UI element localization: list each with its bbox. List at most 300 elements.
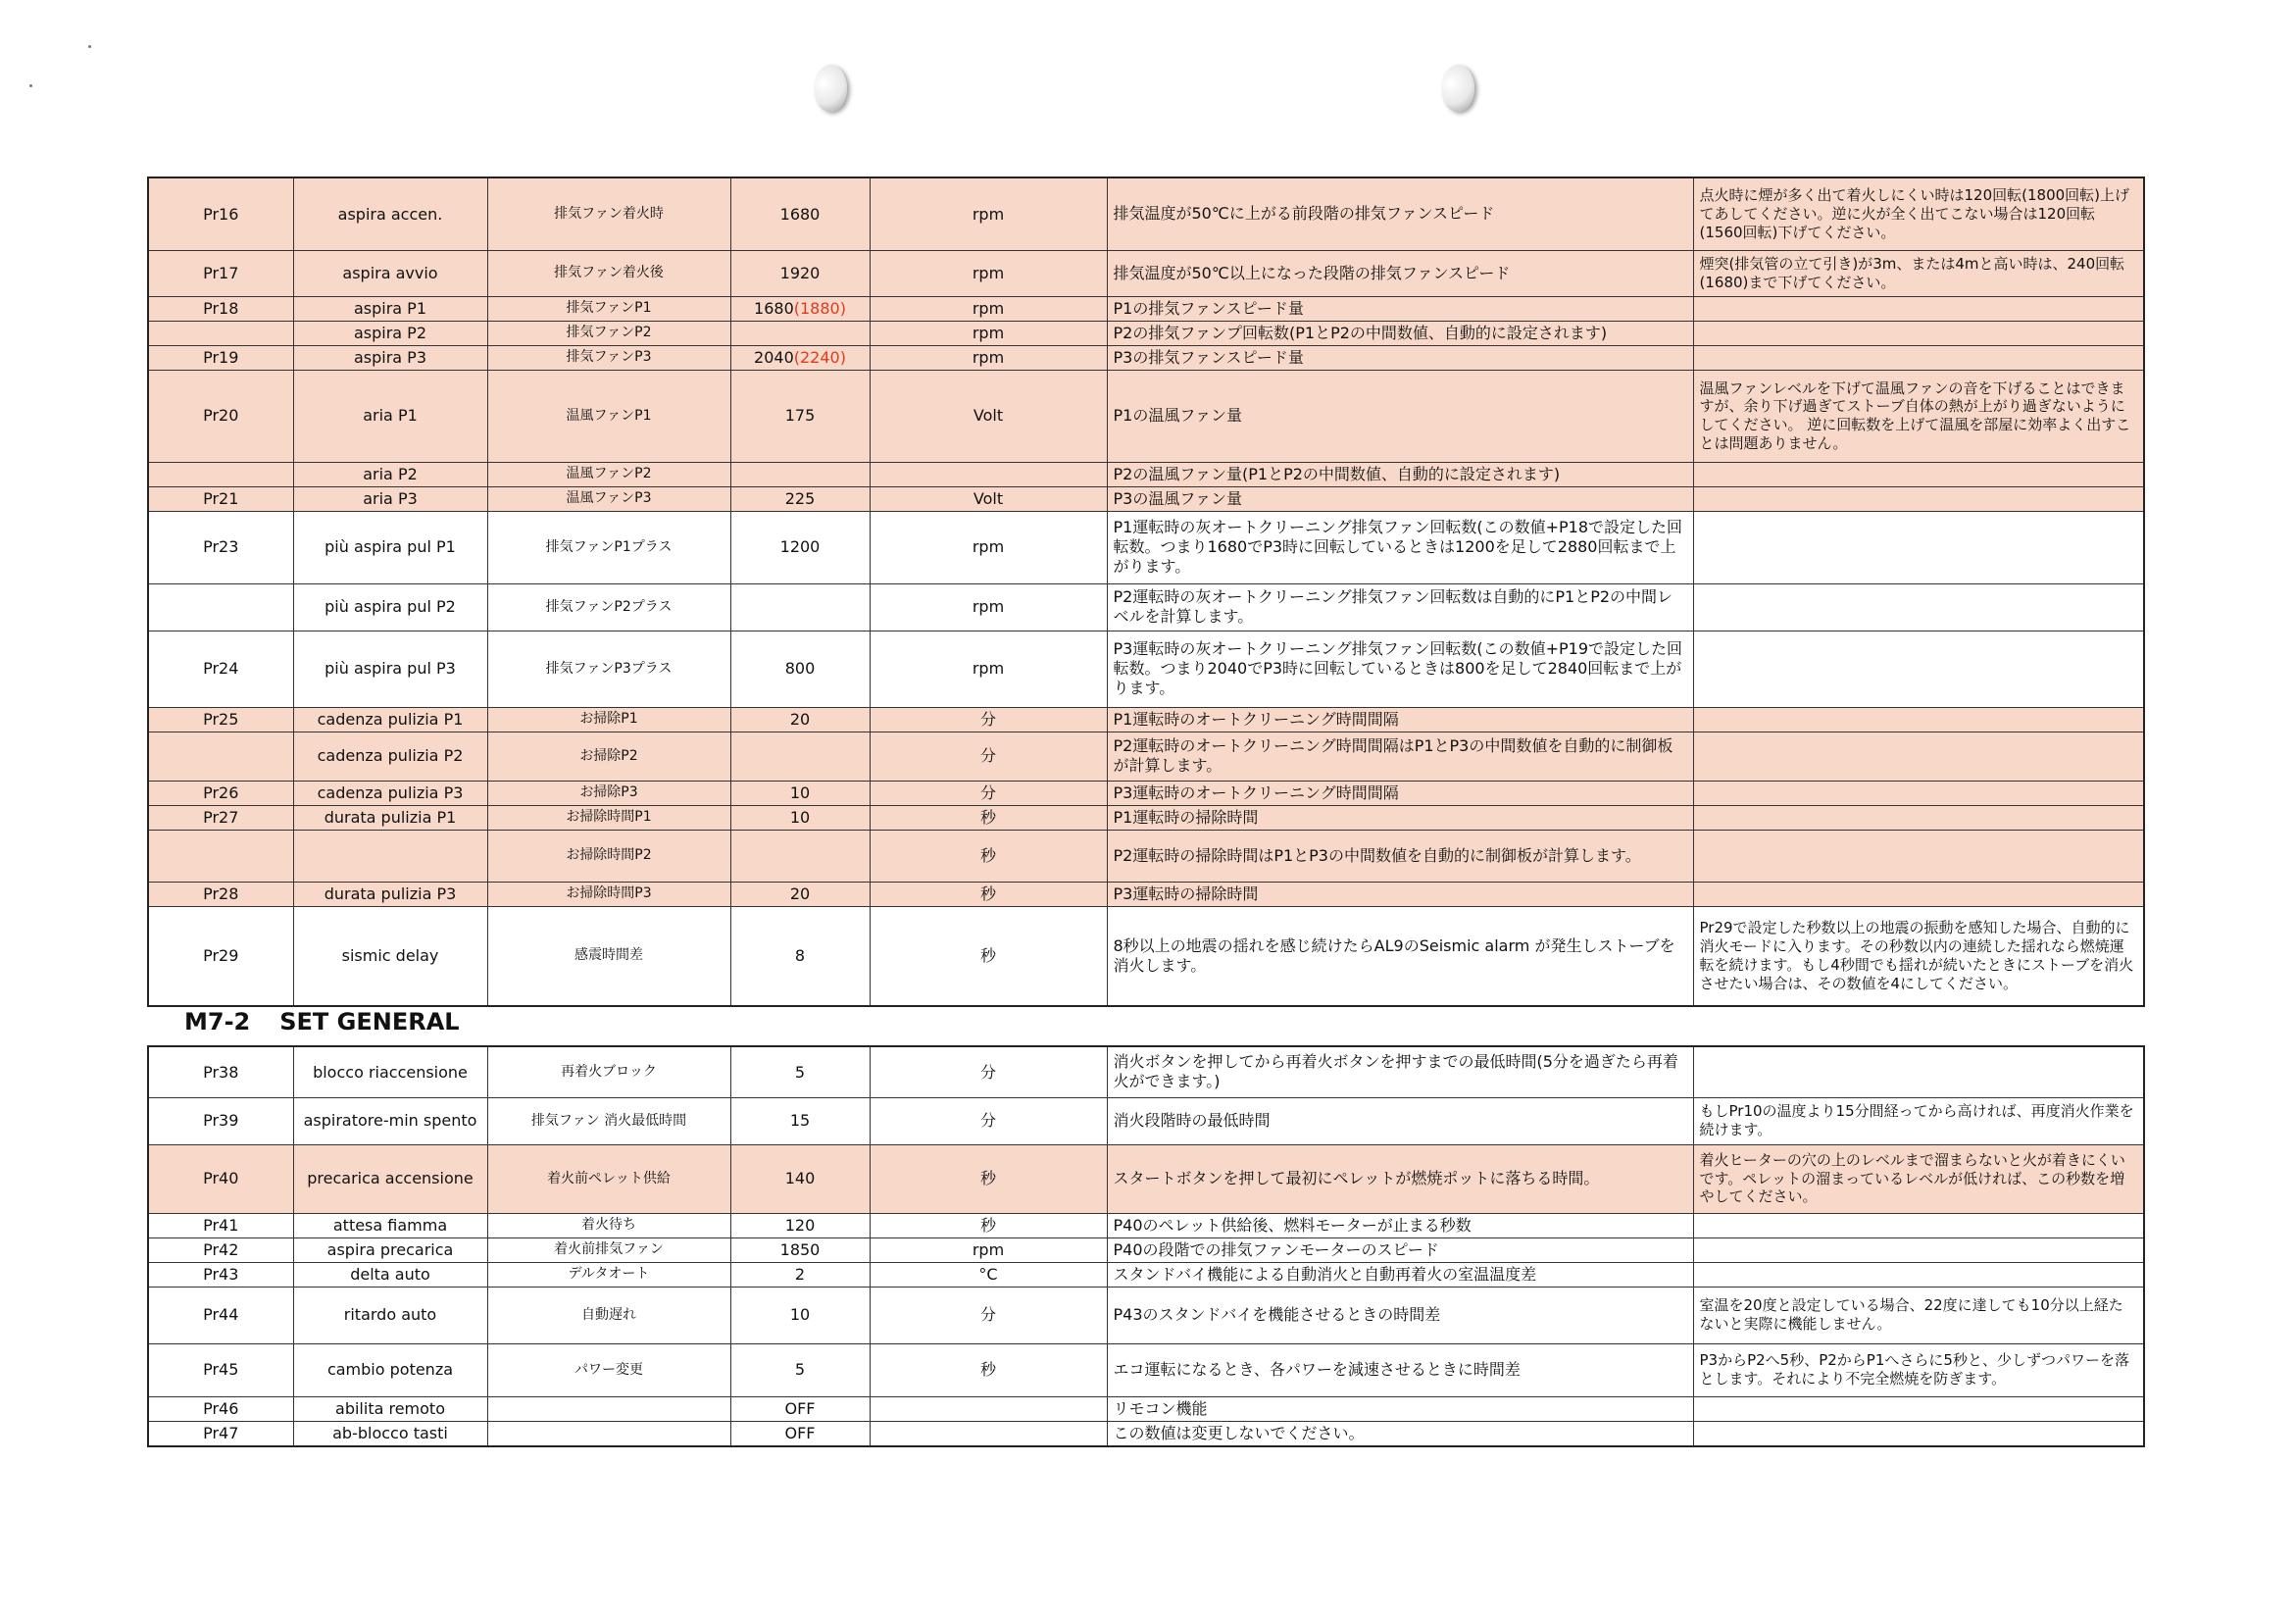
param-code-text: Pr43	[203, 1264, 239, 1284]
param-notes-text: Pr29で設定した秒数以上の地震の振動を感知した場合、自動的に消火モードに入ります。その秒数以内の連続した揺れなら燃焼運転を続けます。もし4秒間でも揺れが続いたときにストーブを消火させたい場合は、その数値を4にしてください。	[1699, 919, 2134, 992]
section-heading	[184, 1008, 460, 1035]
param-name-text: attesa fiamma	[332, 1215, 448, 1235]
param-description-text: P1運転時の灰オートクリーニング排気ファン回転数(この数値+P18で設定した回転数。つまり1680でP3時に回転しているときは1200を足して2880回転まで上がります。	[1113, 518, 1683, 576]
param-ja-name-text: 排気ファン 消火最低時間	[530, 1112, 687, 1129]
param-ja-name-cell	[487, 1046, 730, 1097]
param-code-cell	[148, 1144, 293, 1213]
parameter-table-2	[147, 1045, 2145, 1447]
param-unit-text: rpm	[972, 659, 1005, 679]
table-row	[148, 882, 2144, 906]
param-name-text: cambio potenza	[326, 1360, 454, 1380]
param-code-text: Pr21	[203, 488, 239, 508]
param-unit-text: rpm	[972, 323, 1005, 342]
table-row	[148, 486, 2144, 511]
param-description-text: P2の温風ファン量(P1とP2の中間数値、自動的に設定されます)	[1113, 464, 1561, 483]
param-unit-cell	[870, 1237, 1107, 1262]
param-code-cell	[148, 631, 293, 707]
param-description-text: P3運転時のオートクリーニング時間間隔	[1113, 783, 1399, 802]
param-name-text: abilita remoto	[335, 1398, 445, 1418]
param-notes-cell	[1693, 321, 2144, 345]
param-value-cell	[730, 1396, 870, 1421]
param-name-cell	[293, 1237, 487, 1262]
param-code-cell	[148, 1046, 293, 1097]
param-unit-cell	[870, 177, 1107, 250]
param-unit-text: 分	[979, 783, 996, 802]
param-name-text: blocco riaccensione	[313, 1062, 468, 1082]
param-description-text: P3運転時の灰オートクリーニング排気ファン回転数(この数値+P19で設定した回転数。つまり2040でP3時に回転しているときは800を足して2840回転まで上がります。	[1113, 639, 1683, 697]
param-notes-cell	[1693, 1396, 2144, 1421]
param-value-text: 1680	[754, 298, 794, 318]
table-row	[148, 1046, 2144, 1097]
param-name-cell	[293, 321, 487, 345]
param-description-cell	[1107, 631, 1693, 707]
param-notes-cell	[1693, 805, 2144, 830]
param-name-cell	[293, 462, 487, 486]
param-ja-name-text: パワー変更	[574, 1361, 643, 1378]
param-name-text: aspira avvio	[342, 263, 438, 282]
param-value-cell	[730, 906, 870, 1006]
param-description-cell	[1107, 250, 1693, 296]
param-description-text: P1の排気ファンスピード量	[1113, 298, 1304, 318]
param-value-alt-text: (1880)	[793, 298, 846, 318]
param-ja-name-cell	[487, 707, 730, 732]
param-description-text: P3の温風ファン量	[1113, 488, 1243, 508]
param-unit-cell	[870, 805, 1107, 830]
param-description-cell	[1107, 583, 1693, 631]
param-value-text: 2040	[754, 347, 794, 367]
param-description-cell	[1107, 1287, 1693, 1343]
param-name-cell	[293, 1396, 487, 1421]
param-code-cell	[148, 1343, 293, 1396]
param-unit-text: Volt	[973, 488, 1004, 508]
param-notes-cell	[1693, 486, 2144, 511]
param-name-cell	[293, 1262, 487, 1287]
param-code-cell	[148, 486, 293, 511]
param-unit-cell	[870, 1213, 1107, 1237]
param-notes-cell	[1693, 732, 2144, 781]
table-row	[148, 1237, 2144, 1262]
param-description-text: P3の排気ファンスピード量	[1113, 347, 1304, 367]
param-code-text: Pr18	[203, 298, 239, 318]
param-code-text: Pr44	[203, 1305, 239, 1325]
table-row	[148, 321, 2144, 345]
param-value-text: 800	[784, 659, 816, 679]
param-description-text: この数値は変更しないでください。	[1113, 1423, 1365, 1442]
param-unit-cell	[870, 250, 1107, 296]
table-row	[148, 177, 2144, 250]
param-ja-name-text: 排気ファン着火後	[554, 265, 664, 281]
param-ja-name-cell	[487, 631, 730, 707]
param-notes-text: もしPr10の温度より15分間経ってから高ければ、再度消火作業を続けます。	[1699, 1102, 2134, 1138]
param-notes-cell	[1693, 296, 2144, 321]
param-code-cell	[148, 906, 293, 1006]
param-ja-name-cell	[487, 830, 730, 882]
param-unit-text: 秒	[979, 1169, 996, 1188]
table-row	[148, 1097, 2144, 1144]
param-unit-text: 分	[979, 1305, 996, 1325]
param-description-text: 8秒以上の地震の揺れを感じ続けたらAL9のSeismic alarm が発生しストーブを消火します。	[1113, 935, 1675, 975]
param-description-text: P1運転時のオートクリーニング時間間隔	[1113, 709, 1399, 729]
param-ja-name-text: お掃除時間P2	[566, 847, 652, 864]
param-name-cell	[293, 732, 487, 781]
param-name-cell	[293, 511, 487, 583]
param-name-text: delta auto	[350, 1264, 430, 1284]
param-ja-name-text: デルタオート	[568, 1266, 650, 1283]
param-notes-cell	[1693, 583, 2144, 631]
param-notes-cell	[1693, 1213, 2144, 1237]
param-name-cell	[293, 1097, 487, 1144]
table-row	[148, 511, 2144, 583]
param-notes-cell	[1693, 906, 2144, 1006]
param-name-cell	[293, 1287, 487, 1343]
param-value-text: 20	[789, 709, 811, 729]
scan-speck	[88, 45, 91, 48]
param-code-cell	[148, 1097, 293, 1144]
param-value-cell	[730, 250, 870, 296]
param-name-cell	[293, 830, 487, 882]
param-name-text: aspira accen.	[337, 204, 443, 224]
table-row	[148, 1421, 2144, 1446]
param-unit-text: 秒	[979, 946, 996, 966]
table-row	[148, 1396, 2144, 1421]
param-value-cell	[730, 462, 870, 486]
param-ja-name-cell	[487, 882, 730, 906]
table-row	[148, 1287, 2144, 1343]
param-name-cell	[293, 583, 487, 631]
param-name-cell	[293, 707, 487, 732]
param-ja-name-cell	[487, 1396, 730, 1421]
table-row	[148, 805, 2144, 830]
param-value-cell	[730, 486, 870, 511]
param-ja-name-cell	[487, 296, 730, 321]
param-unit-cell	[870, 906, 1107, 1006]
param-ja-name-text: 排気ファンP3	[566, 349, 652, 366]
param-name-text: più aspira pul P2	[324, 597, 456, 617]
param-code-cell	[148, 177, 293, 250]
param-ja-name-text: お掃除P3	[579, 784, 638, 801]
param-notes-cell	[1693, 1343, 2144, 1396]
param-description-text: P2運転時のオートクリーニング時間間隔はP1とP3の中間数値を自動的に制御板が計算します。	[1113, 736, 1673, 775]
param-notes-cell	[1693, 1237, 2144, 1262]
param-name-cell	[293, 1421, 487, 1446]
param-notes-cell	[1693, 830, 2144, 882]
param-value-cell	[730, 1343, 870, 1396]
param-ja-name-text: お掃除時間P3	[566, 885, 652, 902]
param-notes-text: 煙突(排気管の立て引き)が3m、または4mと高い時は、240回転(1680)まで下げてください。	[1699, 254, 2125, 291]
param-name-cell	[293, 345, 487, 370]
param-value-cell	[730, 732, 870, 781]
param-unit-text: 秒	[979, 807, 996, 827]
param-ja-name-text: お掃除P2	[579, 747, 638, 764]
param-name-cell	[293, 1046, 487, 1097]
param-notes-text: 温風ファンレベルを下げて温風ファンの音を下げることはできますが、余り下げ過ぎてストーブ自体の熱が上がり過ぎないようにしてください。 逆に回転数を上げて温風を部屋に効率よく出すことは問題ありません。	[1699, 379, 2131, 452]
param-code-cell	[148, 1237, 293, 1262]
param-ja-name-text: 温風ファンP1	[566, 407, 652, 424]
param-ja-name-cell	[487, 321, 730, 345]
param-description-text: P40のペレット供給後、燃料モーターが止まる秒数	[1113, 1215, 1472, 1235]
param-description-cell	[1107, 486, 1693, 511]
param-value-cell	[730, 830, 870, 882]
table-row	[148, 296, 2144, 321]
param-name-text: precarica accensione	[307, 1169, 474, 1188]
param-value-cell	[730, 882, 870, 906]
param-name-cell	[293, 805, 487, 830]
param-ja-name-cell	[487, 345, 730, 370]
param-ja-name-cell	[487, 1262, 730, 1287]
param-code-text: Pr20	[203, 406, 239, 426]
param-description-text: 排気温度が50℃以上になった段階の排気ファンスピード	[1113, 263, 1511, 282]
param-value-cell	[730, 321, 870, 345]
param-ja-name-cell	[487, 462, 730, 486]
param-description-text: P1の温風ファン量	[1113, 406, 1243, 425]
param-ja-name-text: 着火待ち	[581, 1217, 636, 1234]
param-name-cell	[293, 1144, 487, 1213]
param-value-cell	[730, 1287, 870, 1343]
table-row	[148, 462, 2144, 486]
table-row	[148, 583, 2144, 631]
param-unit-text: °C	[978, 1264, 998, 1284]
param-code-text: Pr28	[203, 884, 239, 903]
param-value-cell	[730, 296, 870, 321]
param-unit-text: rpm	[972, 1239, 1005, 1259]
param-code-text: Pr27	[203, 807, 239, 827]
param-value-text: 1920	[779, 263, 821, 282]
param-unit-cell	[870, 296, 1107, 321]
param-name-text: ab-blocco tasti	[332, 1423, 448, 1442]
param-value-cell	[730, 1097, 870, 1144]
param-value-text: 1850	[779, 1239, 821, 1259]
param-ja-name-cell	[487, 732, 730, 781]
param-unit-cell	[870, 345, 1107, 370]
param-value-cell	[730, 707, 870, 732]
param-unit-cell	[870, 1421, 1107, 1446]
param-code-cell	[148, 830, 293, 882]
param-value-text: 20	[789, 884, 811, 903]
param-value-text: OFF	[784, 1423, 816, 1442]
param-description-text: リモコン機能	[1113, 1398, 1208, 1418]
punch-hole-right	[1441, 65, 1474, 112]
param-ja-name-cell	[487, 583, 730, 631]
param-notes-cell	[1693, 1421, 2144, 1446]
param-ja-name-text: 自動遅れ	[581, 1306, 636, 1323]
param-notes-cell	[1693, 177, 2144, 250]
param-description-cell	[1107, 1343, 1693, 1396]
param-value-alt-text: (2240)	[793, 347, 846, 367]
param-description-text: 消火ボタンを押してから再着火ボタンを押すまでの最低時間(5分を過ぎたら再着火ができます。)	[1113, 1052, 1678, 1091]
param-ja-name-cell	[487, 1421, 730, 1446]
table-row	[148, 345, 2144, 370]
param-unit-cell	[870, 781, 1107, 805]
param-ja-name-cell	[487, 250, 730, 296]
param-description-text: P2の排気ファンプ回転数(P1とP2の中間数値、自動的に設定されます)	[1113, 323, 1608, 342]
param-unit-cell	[870, 583, 1107, 631]
param-name-text: aria P1	[363, 406, 418, 426]
param-ja-name-cell	[487, 177, 730, 250]
param-ja-name-cell	[487, 1287, 730, 1343]
param-notes-cell	[1693, 1287, 2144, 1343]
param-code-cell	[148, 805, 293, 830]
param-value-text: 15	[789, 1111, 811, 1131]
param-notes-cell	[1693, 781, 2144, 805]
param-code-cell	[148, 1262, 293, 1287]
param-value-text: 1680	[779, 204, 821, 224]
param-code-cell	[148, 882, 293, 906]
param-ja-name-text: お掃除P1	[579, 711, 638, 728]
param-code-text: Pr41	[203, 1215, 239, 1235]
param-unit-cell	[870, 1287, 1107, 1343]
param-name-text: aspira precarica	[326, 1239, 454, 1259]
param-notes-cell	[1693, 345, 2144, 370]
param-notes-text: 点火時に煙が多く出て着火しにくい時は120回転(1800回転)上げてあしてください。逆に火が全く出てこない場合は120回転(1560回転)下げてください。	[1699, 186, 2130, 241]
param-code-cell	[148, 781, 293, 805]
param-code-cell	[148, 1287, 293, 1343]
param-code-cell	[148, 250, 293, 296]
param-code-text: Pr16	[203, 204, 239, 224]
param-code-text: Pr39	[203, 1111, 239, 1131]
param-ja-name-text: 排気ファンP1プラス	[545, 538, 673, 555]
param-notes-cell	[1693, 250, 2144, 296]
param-notes-text: P3からP2へ5秒、P2からP1へさらに5秒と、少しずつパワーを落とします。それにより不完全燃焼を防ぎます。	[1699, 1351, 2129, 1388]
param-description-cell	[1107, 1144, 1693, 1213]
param-unit-text: rpm	[972, 298, 1005, 318]
param-unit-cell	[870, 1144, 1107, 1213]
param-name-text: cadenza pulizia P1	[317, 709, 464, 729]
param-code-text: Pr29	[203, 946, 239, 966]
param-code-cell	[148, 462, 293, 486]
param-unit-text: Volt	[973, 406, 1004, 426]
param-ja-name-cell	[487, 906, 730, 1006]
param-code-text: Pr45	[203, 1360, 239, 1380]
table-row	[148, 732, 2144, 781]
param-value-text: 5	[794, 1360, 806, 1380]
param-description-text: P2運転時の掃除時間はP1とP3の中間数値を自動的に制御板が計算します。	[1113, 845, 1641, 865]
table-row	[148, 250, 2144, 296]
param-name-cell	[293, 1213, 487, 1237]
param-ja-name-cell	[487, 1237, 730, 1262]
param-description-text: P2運転時の灰オートクリーニング排気ファン回転数は自動的にP1とP2の中間レベルを計算します。	[1113, 587, 1673, 626]
param-name-cell	[293, 1343, 487, 1396]
param-name-text: aspiratore-min spento	[303, 1111, 477, 1131]
param-name-text: aspira P2	[353, 323, 427, 342]
param-value-text: 5	[794, 1062, 806, 1082]
param-name-text: aspira P3	[353, 347, 427, 367]
table-row	[148, 1262, 2144, 1287]
param-name-text: più aspira pul P1	[324, 537, 456, 557]
param-name-cell	[293, 370, 487, 462]
param-code-cell	[148, 1421, 293, 1446]
param-description-cell	[1107, 296, 1693, 321]
param-name-text: durata pulizia P1	[324, 807, 457, 827]
param-value-cell	[730, 511, 870, 583]
param-value-text: 1200	[779, 537, 821, 557]
param-notes-text: 着火ヒーターの穴の上のレベルまで溜まらないと火が着きにくいです。ペレットの溜まっているレベルが低ければ、この秒数を増やしてください。	[1699, 1150, 2125, 1206]
param-value-cell	[730, 583, 870, 631]
param-ja-name-cell	[487, 1097, 730, 1144]
param-ja-name-cell	[487, 805, 730, 830]
table-row	[148, 781, 2144, 805]
param-code-cell	[148, 296, 293, 321]
param-ja-name-text: 再着火ブロック	[561, 1063, 657, 1080]
param-notes-cell	[1693, 1097, 2144, 1144]
param-name-text: ritardo auto	[343, 1305, 437, 1325]
param-value-cell	[730, 1046, 870, 1097]
param-description-cell	[1107, 805, 1693, 830]
param-code-text: Pr47	[203, 1423, 239, 1442]
param-name-text: più aspira pul P3	[324, 659, 456, 679]
param-code-text: Pr25	[203, 709, 239, 729]
param-description-cell	[1107, 511, 1693, 583]
param-unit-text: 分	[979, 1062, 996, 1082]
param-value-cell	[730, 631, 870, 707]
param-unit-cell	[870, 1262, 1107, 1287]
param-unit-cell	[870, 321, 1107, 345]
param-ja-name-text: お掃除時間P1	[566, 809, 652, 826]
table-row	[148, 631, 2144, 707]
table-row	[148, 830, 2144, 882]
param-description-cell	[1107, 1421, 1693, 1446]
param-notes-cell	[1693, 511, 2144, 583]
param-value-text: 10	[789, 783, 811, 802]
param-description-cell	[1107, 882, 1693, 906]
section-title: SET GENERAL	[279, 1008, 460, 1035]
param-code-text: Pr24	[203, 659, 239, 679]
param-unit-text: 分	[979, 1111, 996, 1131]
param-code-text: Pr38	[203, 1062, 239, 1082]
param-notes-cell	[1693, 631, 2144, 707]
param-value-cell	[730, 1213, 870, 1237]
param-name-text: durata pulizia P3	[324, 884, 457, 903]
param-unit-cell	[870, 830, 1107, 882]
param-value-cell	[730, 1144, 870, 1213]
param-unit-text: rpm	[972, 347, 1005, 367]
param-unit-cell	[870, 370, 1107, 462]
param-ja-name-text: 温風ファンP3	[566, 490, 652, 507]
param-description-cell	[1107, 906, 1693, 1006]
param-name-text: aspira P1	[353, 298, 427, 318]
param-ja-name-cell	[487, 486, 730, 511]
param-description-cell	[1107, 1097, 1693, 1144]
param-code-text: Pr19	[203, 347, 239, 367]
param-code-cell	[148, 511, 293, 583]
param-ja-name-cell	[487, 1144, 730, 1213]
param-description-cell	[1107, 1396, 1693, 1421]
param-value-text: 120	[784, 1215, 816, 1235]
param-description-text: P1運転時の掃除時間	[1113, 807, 1259, 827]
table-row	[148, 370, 2144, 462]
param-value-cell	[730, 370, 870, 462]
param-value-text: OFF	[784, 1398, 816, 1418]
param-unit-text: 秒	[979, 845, 996, 865]
param-code-text: Pr42	[203, 1239, 239, 1259]
param-code-cell	[148, 370, 293, 462]
section-code: M7-2	[184, 1008, 251, 1035]
param-description-cell	[1107, 1237, 1693, 1262]
param-value-text: 2	[794, 1264, 806, 1284]
param-value-text: 140	[784, 1169, 816, 1188]
param-code-text: Pr46	[203, 1398, 239, 1418]
param-code-cell	[148, 707, 293, 732]
param-description-cell	[1107, 781, 1693, 805]
table-row	[148, 906, 2144, 1006]
param-value-cell	[730, 1421, 870, 1446]
param-unit-cell	[870, 1097, 1107, 1144]
param-unit-text: 分	[979, 746, 996, 766]
param-unit-text: 秒	[979, 1215, 996, 1235]
param-description-cell	[1107, 321, 1693, 345]
param-value-cell	[730, 177, 870, 250]
param-ja-name-text: 着火前ペレット供給	[547, 1170, 671, 1187]
param-name-cell	[293, 250, 487, 296]
